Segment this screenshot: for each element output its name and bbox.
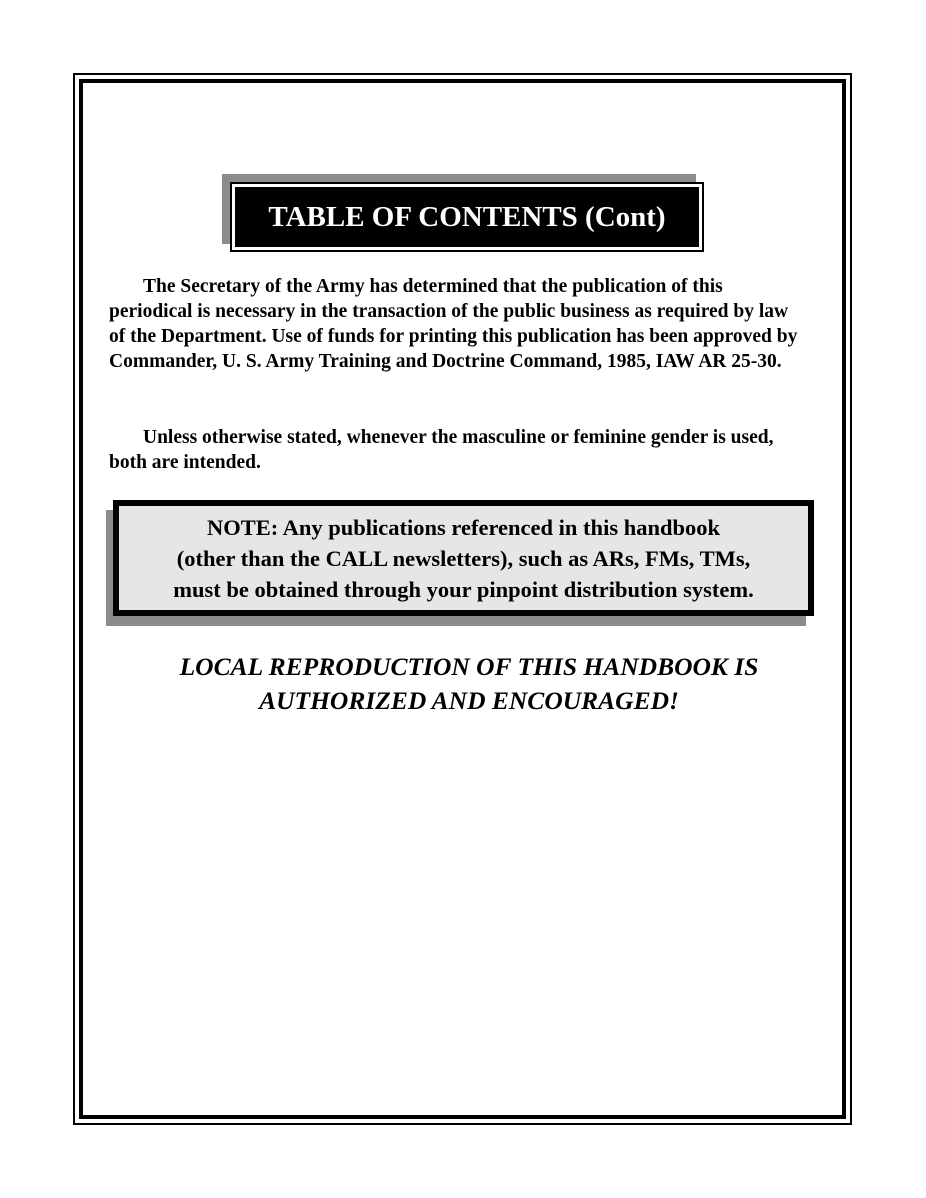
note-line: NOTE: Any publications referenced in this handbook bbox=[206, 514, 721, 540]
authorization-paragraph: The Secretary of the Army has determined that the publication of this periodical is necessary in the transaction of the public business as required by law of the Department. Use of funds for printing this publication has been approved by Commander, U. S. Army Training and Doctrine Command, 1985, IAW AR 25-30. bbox=[109, 276, 798, 372]
reproduction-line: AUTHORIZED AND ENCOURAGED! bbox=[259, 686, 679, 715]
note-line: must be obtained through your pinpoint distribution system. bbox=[173, 576, 754, 602]
gender-paragraph: Unless otherwise stated, whenever the masculine or feminine gender is used, both are intended. bbox=[109, 427, 774, 473]
note-line: (other than the CALL newsletters), such as ARs, FMs, TMs, bbox=[176, 545, 751, 571]
reproduction-line: LOCAL REPRODUCTION OF THIS HANDBOOK IS bbox=[179, 652, 759, 681]
reproduction-notice bbox=[109, 650, 829, 718]
page-title: TABLE OF CONTENTS (Cont) bbox=[235, 187, 699, 247]
title-box bbox=[230, 182, 704, 252]
note-box bbox=[113, 500, 814, 616]
